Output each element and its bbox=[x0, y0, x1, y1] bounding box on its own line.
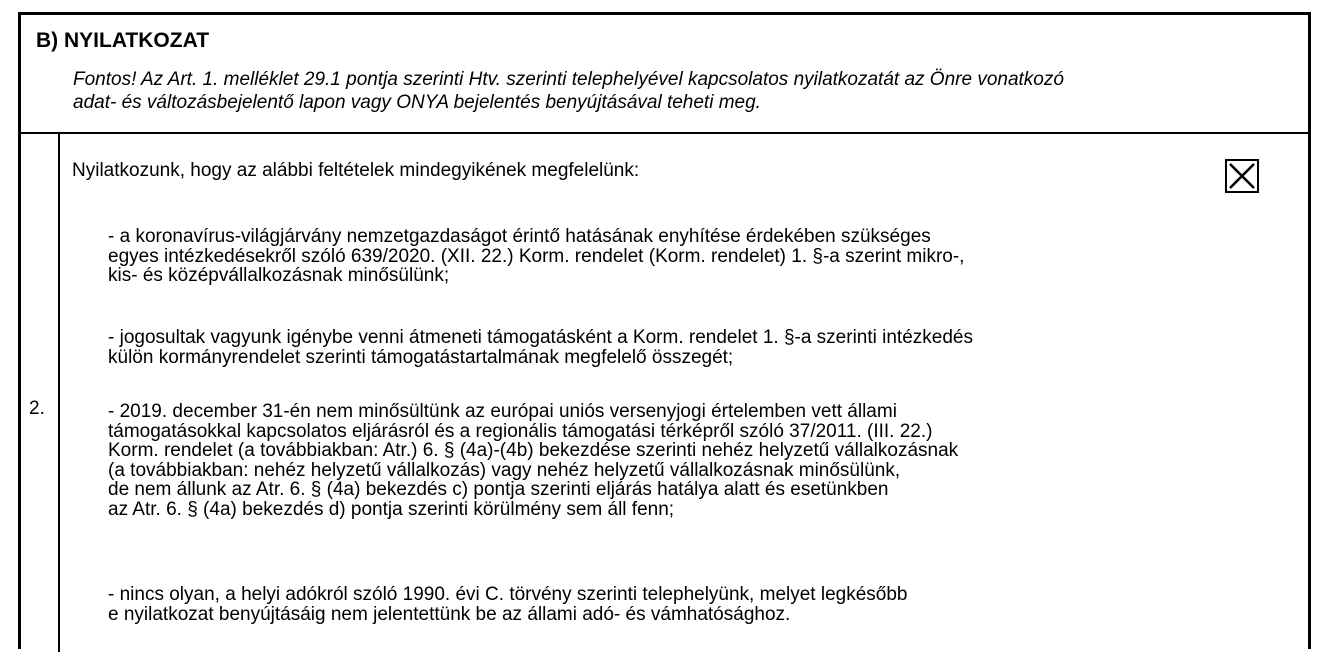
condition-line: (a továbbiakban: nehéz helyzetű vállalkozás) vagy nehéz helyzetű vállalkozásnak minősülünk, bbox=[108, 459, 901, 481]
condition-line: az Atr. 6. § (4a) bekezdés d) pontja szerinti körülmény sem áll fenn; bbox=[108, 498, 675, 520]
note-line: Fontos! Az Art. 1. melléklet 29.1 pontja szerinti Htv. szerinti telephelyével kapcsolatos nyilatkozatát az Önre vonatkozó bbox=[73, 69, 1064, 90]
declaration-row bbox=[21, 134, 1308, 652]
condition-line: - a koronavírus-világjárvány nemzetgazdaságot érintő hatásának enyhítése érdekében szükséges bbox=[108, 226, 931, 247]
declaration-checkbox[interactable] bbox=[1225, 159, 1259, 193]
condition-line: külön kormányrendelet szerinti támogatástartalmának megfelelő összegét; bbox=[108, 346, 734, 368]
condition-line: támogatásokkal kapcsolatos eljárásról és a regionális támogatási térképről szóló 37/2011. (III. 22.) bbox=[108, 420, 933, 442]
row-number-cell bbox=[21, 134, 60, 652]
condition-line: kis- és középvállalkozásnak minősülünk; bbox=[108, 265, 450, 286]
condition-difficulty-status bbox=[108, 402, 958, 519]
declaration-intro: Nyilatkozunk, hogy az alábbi feltételek mindegyikének megfelelünk: bbox=[72, 160, 640, 181]
condition-line: - jogosultak vagyunk igénybe venni átmeneti támogatásként a Korm. rendelet 1. §-a szerinti intézkedés bbox=[108, 327, 973, 348]
declaration-form-section bbox=[18, 12, 1311, 649]
note-line: adat- és változásbejelentő lapon vagy ONYA bejelentés benyújtásával teheti meg. bbox=[73, 92, 761, 113]
important-note bbox=[73, 68, 1273, 114]
condition-line: de nem állunk az Atr. 6. § (4a) bekezdés c) pontja szerinti eljárás hatálya alatt és esetünkben bbox=[108, 479, 889, 500]
condition-site-registration bbox=[108, 585, 907, 624]
condition-sme-status bbox=[108, 227, 964, 286]
condition-line: - 2019. december 31-én nem minősültünk az európai uniós versenyjogi értelemben vett állami bbox=[108, 401, 897, 422]
condition-line: e nyilatkozat benyújtásáig nem jelentettünk be az állami adó- és vámhatósághoz. bbox=[108, 603, 791, 625]
condition-line: - nincs olyan, a helyi adókról szóló 1990. évi C. törvény szerinti telephelyünk, melyet legkésőbb bbox=[108, 584, 908, 605]
row-number: 2. bbox=[29, 398, 45, 419]
x-mark-icon bbox=[1227, 161, 1257, 191]
condition-aid-eligibility bbox=[108, 328, 973, 367]
condition-line: egyes intézkedésekről szóló 639/2020. (XII. 22.) Korm. rendelet (Korm. rendelet) 1. §-a szerint mikro-, bbox=[108, 245, 965, 267]
section-header bbox=[21, 15, 1308, 134]
declaration-content bbox=[72, 134, 1302, 652]
condition-line: Korm. rendelet (a továbbiakban: Atr.) 6. § (4a)-(4b) bekezdése szerinti nehéz helyzetű vállalkozásnak bbox=[108, 440, 959, 461]
section-title: B) NYILATKOZAT bbox=[36, 29, 210, 52]
